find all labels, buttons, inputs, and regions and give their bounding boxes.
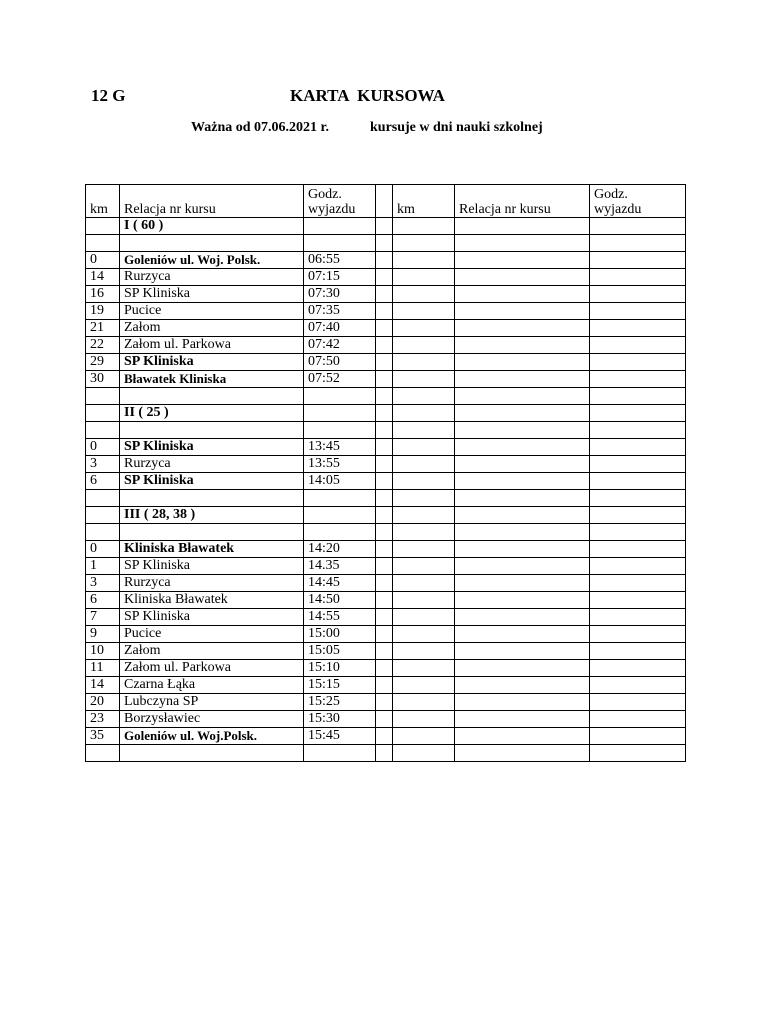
- stop-right-cell: [455, 660, 590, 677]
- table-row: [86, 218, 686, 235]
- stop-right-cell: [455, 286, 590, 303]
- km-cell: 1: [86, 558, 120, 575]
- stop-cell: Rurzyca: [120, 575, 304, 592]
- table-row: [86, 235, 686, 252]
- valid-from-text: Ważna od 07.06.2021 r.: [191, 120, 329, 135]
- stop-cell: Borzysławiec: [120, 711, 304, 728]
- km-cell: 23: [86, 711, 120, 728]
- time-right-cell: [590, 388, 686, 405]
- spacer-cell: [376, 388, 393, 405]
- header-relation: Relacja nr kursu: [120, 185, 304, 218]
- km-right-cell: [393, 677, 455, 694]
- time-cell: 07:35: [304, 303, 376, 320]
- table-row: [86, 456, 686, 473]
- km-cell: 10: [86, 643, 120, 660]
- time-cell: [304, 388, 376, 405]
- table-row: [86, 286, 686, 303]
- stop-cell: Rurzyca: [120, 269, 304, 286]
- km-cell: 3: [86, 456, 120, 473]
- km-right-cell: [393, 252, 455, 269]
- km-right-cell: [393, 507, 455, 524]
- time-cell: [304, 490, 376, 507]
- km-right-cell: [393, 711, 455, 728]
- time-cell: 14:05: [304, 473, 376, 490]
- km-cell: 20: [86, 694, 120, 711]
- km-right-cell: [393, 728, 455, 745]
- time-cell: 06:55: [304, 252, 376, 269]
- table-row: [86, 592, 686, 609]
- time-cell: [304, 422, 376, 439]
- stop-right-cell: [455, 269, 590, 286]
- table-row: [86, 388, 686, 405]
- spacer-cell: [376, 643, 393, 660]
- km-cell: 16: [86, 286, 120, 303]
- stop-cell: Załom ul. Parkowa: [120, 660, 304, 677]
- time-right-cell: [590, 490, 686, 507]
- time-right-cell: [590, 252, 686, 269]
- time-right-cell: [590, 473, 686, 490]
- stop-right-cell: [455, 745, 590, 762]
- km-right-cell: [393, 439, 455, 456]
- spacer-cell: [376, 524, 393, 541]
- km-right-cell: [393, 303, 455, 320]
- stop-right-cell: [455, 354, 590, 371]
- km-right-cell: [393, 456, 455, 473]
- time-right-cell: [590, 643, 686, 660]
- stop-cell: Załom: [120, 320, 304, 337]
- time-right-cell: [590, 218, 686, 235]
- header-departure-right: [590, 185, 686, 218]
- stop-right-cell: [455, 473, 590, 490]
- time-right-cell: [590, 524, 686, 541]
- stop-right-cell: [455, 388, 590, 405]
- time-cell: 15:25: [304, 694, 376, 711]
- timetable: [85, 184, 686, 762]
- time-right-cell: [590, 371, 686, 388]
- stop-right-cell: [455, 337, 590, 354]
- table-row: [86, 473, 686, 490]
- km-cell: [86, 507, 120, 524]
- stop-cell: Goleniów ul. Woj.Polsk.: [120, 728, 304, 745]
- stop-right-cell: [455, 405, 590, 422]
- km-right-cell: [393, 541, 455, 558]
- km-cell: 6: [86, 473, 120, 490]
- km-right-cell: [393, 626, 455, 643]
- stop-cell: Bławatek Kliniska: [120, 371, 304, 388]
- time-right-cell: [590, 320, 686, 337]
- time-cell: 14:50: [304, 592, 376, 609]
- time-cell: 15:00: [304, 626, 376, 643]
- table-row: [86, 269, 686, 286]
- km-right-cell: [393, 320, 455, 337]
- time-right-cell: [590, 745, 686, 762]
- spacer-cell: [376, 252, 393, 269]
- km-cell: 11: [86, 660, 120, 677]
- header-km: km: [86, 185, 120, 218]
- table-row: [86, 694, 686, 711]
- time-right-cell: [590, 286, 686, 303]
- km-cell: 30: [86, 371, 120, 388]
- km-cell: 21: [86, 320, 120, 337]
- stop-cell: SP Kliniska: [120, 439, 304, 456]
- time-right-cell: [590, 558, 686, 575]
- table-row: [86, 524, 686, 541]
- time-right-cell: [590, 711, 686, 728]
- km-cell: 29: [86, 354, 120, 371]
- stop-right-cell: [455, 218, 590, 235]
- stop-right-cell: [455, 609, 590, 626]
- stop-right-cell: [455, 422, 590, 439]
- table-row: [86, 337, 686, 354]
- spacer-cell: [376, 490, 393, 507]
- km-right-cell: [393, 218, 455, 235]
- km-right-cell: [393, 269, 455, 286]
- header-departure-right-line2: wyjazdu: [594, 202, 642, 217]
- km-right-cell: [393, 609, 455, 626]
- km-cell: 3: [86, 575, 120, 592]
- table-row: [86, 303, 686, 320]
- spacer-cell: [376, 473, 393, 490]
- header-departure-line2: wyjazdu: [308, 202, 356, 217]
- document-title: KARTA KURSOWA: [290, 86, 445, 105]
- km-cell: [86, 388, 120, 405]
- spacer-cell: [376, 609, 393, 626]
- km-cell: 7: [86, 609, 120, 626]
- time-right-cell: [590, 609, 686, 626]
- spacer-cell: [376, 507, 393, 524]
- km-cell: 0: [86, 252, 120, 269]
- time-right-cell: [590, 694, 686, 711]
- time-cell: 07:52: [304, 371, 376, 388]
- time-cell: [304, 235, 376, 252]
- km-right-cell: [393, 643, 455, 660]
- km-cell: [86, 524, 120, 541]
- spacer-cell: [376, 371, 393, 388]
- stop-right-cell: [455, 677, 590, 694]
- table-row: [86, 558, 686, 575]
- km-cell: 9: [86, 626, 120, 643]
- table-row: [86, 507, 686, 524]
- table-row: [86, 320, 686, 337]
- spacer-cell: [376, 439, 393, 456]
- spacer-cell: [376, 592, 393, 609]
- stop-cell: [120, 388, 304, 405]
- time-right-cell: [590, 507, 686, 524]
- spacer-cell: [376, 218, 393, 235]
- time-right-cell: [590, 660, 686, 677]
- km-right-cell: [393, 473, 455, 490]
- spacer-cell: [376, 303, 393, 320]
- spacer-cell: [376, 422, 393, 439]
- stop-right-cell: [455, 711, 590, 728]
- spacer-cell: [376, 405, 393, 422]
- time-right-cell: [590, 269, 686, 286]
- time-right-cell: [590, 541, 686, 558]
- km-right-cell: [393, 592, 455, 609]
- stop-right-cell: [455, 252, 590, 269]
- time-right-cell: [590, 575, 686, 592]
- km-right-cell: [393, 337, 455, 354]
- km-cell: 0: [86, 541, 120, 558]
- spacer-cell: [376, 541, 393, 558]
- km-right-cell: [393, 235, 455, 252]
- time-cell: 14:45: [304, 575, 376, 592]
- time-cell: 13:55: [304, 456, 376, 473]
- table-row: [86, 609, 686, 626]
- time-cell: [304, 745, 376, 762]
- table-row: [86, 745, 686, 762]
- time-cell: 07:50: [304, 354, 376, 371]
- time-right-cell: [590, 626, 686, 643]
- spacer-cell: [376, 626, 393, 643]
- km-right-cell: [393, 490, 455, 507]
- time-cell: 14:55: [304, 609, 376, 626]
- stop-cell: Czarna Łąka: [120, 677, 304, 694]
- spacer-cell: [376, 354, 393, 371]
- km-cell: 14: [86, 269, 120, 286]
- stop-right-cell: [455, 507, 590, 524]
- header-relation-right: Relacja nr kursu: [455, 185, 590, 218]
- stop-cell: Rurzyca: [120, 456, 304, 473]
- spacer-cell: [376, 456, 393, 473]
- table-row: [86, 643, 686, 660]
- time-cell: 15:05: [304, 643, 376, 660]
- time-cell: [304, 218, 376, 235]
- stop-right-cell: [455, 694, 590, 711]
- time-cell: 15:10: [304, 660, 376, 677]
- time-cell: 07:30: [304, 286, 376, 303]
- stop-cell: III ( 28, 38 ): [120, 507, 304, 524]
- time-cell: 13:45: [304, 439, 376, 456]
- stop-cell: Goleniów ul. Woj. Polsk.: [120, 252, 304, 269]
- stop-cell: SP Kliniska: [120, 286, 304, 303]
- header-departure: [304, 185, 376, 218]
- stop-cell: Załom: [120, 643, 304, 660]
- stop-right-cell: [455, 439, 590, 456]
- table-row: [86, 711, 686, 728]
- stop-right-cell: [455, 303, 590, 320]
- time-cell: 15:15: [304, 677, 376, 694]
- km-right-cell: [393, 388, 455, 405]
- time-right-cell: [590, 337, 686, 354]
- stop-right-cell: [455, 558, 590, 575]
- spacer-cell: [376, 745, 393, 762]
- time-cell: 14:20: [304, 541, 376, 558]
- time-right-cell: [590, 677, 686, 694]
- stop-cell: [120, 422, 304, 439]
- stop-cell: [120, 745, 304, 762]
- km-right-cell: [393, 405, 455, 422]
- spacer-cell: [376, 558, 393, 575]
- spacer-cell: [376, 320, 393, 337]
- km-right-cell: [393, 371, 455, 388]
- km-cell: [86, 235, 120, 252]
- km-right-cell: [393, 422, 455, 439]
- km-right-cell: [393, 745, 455, 762]
- stop-right-cell: [455, 456, 590, 473]
- spacer-cell: [376, 677, 393, 694]
- km-right-cell: [393, 694, 455, 711]
- stop-cell: [120, 490, 304, 507]
- stop-right-cell: [455, 592, 590, 609]
- stop-cell: [120, 524, 304, 541]
- spacer-cell: [376, 286, 393, 303]
- stop-cell: II ( 25 ): [120, 405, 304, 422]
- spacer-cell: [376, 575, 393, 592]
- spacer-cell: [376, 337, 393, 354]
- time-right-cell: [590, 235, 686, 252]
- table-row: [86, 728, 686, 745]
- time-cell: [304, 405, 376, 422]
- spacer-cell: [376, 235, 393, 252]
- stop-right-cell: [455, 643, 590, 660]
- km-cell: 0: [86, 439, 120, 456]
- table-row: [86, 660, 686, 677]
- table-row: [86, 405, 686, 422]
- table-row: [86, 677, 686, 694]
- time-cell: 14.35: [304, 558, 376, 575]
- stop-cell: SP Kliniska: [120, 354, 304, 371]
- km-cell: [86, 218, 120, 235]
- km-cell: 6: [86, 592, 120, 609]
- table-row: [86, 541, 686, 558]
- table-row: [86, 626, 686, 643]
- spacer-cell: [376, 269, 393, 286]
- table-row: [86, 252, 686, 269]
- spacer-cell: [376, 660, 393, 677]
- stop-cell: Lubczyna SP: [120, 694, 304, 711]
- stop-right-cell: [455, 235, 590, 252]
- stop-cell: [120, 235, 304, 252]
- km-cell: 14: [86, 677, 120, 694]
- header-departure-right-line1: Godz.: [594, 187, 628, 202]
- table-row: [86, 422, 686, 439]
- stop-right-cell: [455, 320, 590, 337]
- time-cell: 15:45: [304, 728, 376, 745]
- km-cell: [86, 422, 120, 439]
- table-row: [86, 371, 686, 388]
- stop-right-cell: [455, 541, 590, 558]
- route-code: 12 G: [91, 86, 126, 105]
- stop-cell: Kliniska Bławatek: [120, 541, 304, 558]
- stop-right-cell: [455, 728, 590, 745]
- time-right-cell: [590, 303, 686, 320]
- time-right-cell: [590, 439, 686, 456]
- spacer-cell: [376, 694, 393, 711]
- stop-right-cell: [455, 626, 590, 643]
- stop-cell: I ( 60 ): [120, 218, 304, 235]
- km-cell: [86, 490, 120, 507]
- stop-cell: SP Kliniska: [120, 558, 304, 575]
- time-cell: [304, 507, 376, 524]
- time-right-cell: [590, 592, 686, 609]
- stop-cell: Pucice: [120, 303, 304, 320]
- time-cell: [304, 524, 376, 541]
- km-cell: [86, 405, 120, 422]
- stop-right-cell: [455, 371, 590, 388]
- spacer-cell: [376, 728, 393, 745]
- stop-cell: SP Kliniska: [120, 473, 304, 490]
- km-cell: [86, 745, 120, 762]
- time-right-cell: [590, 456, 686, 473]
- time-right-cell: [590, 728, 686, 745]
- km-right-cell: [393, 354, 455, 371]
- time-cell: 07:42: [304, 337, 376, 354]
- time-right-cell: [590, 405, 686, 422]
- km-cell: 35: [86, 728, 120, 745]
- km-right-cell: [393, 524, 455, 541]
- km-right-cell: [393, 660, 455, 677]
- stop-cell: Załom ul. Parkowa: [120, 337, 304, 354]
- time-right-cell: [590, 354, 686, 371]
- stop-right-cell: [455, 575, 590, 592]
- table-header-row: [86, 185, 686, 218]
- table-row: [86, 354, 686, 371]
- header-km-right: km: [393, 185, 455, 218]
- stop-right-cell: [455, 490, 590, 507]
- stop-right-cell: [455, 524, 590, 541]
- km-cell: 22: [86, 337, 120, 354]
- spacer-cell: [376, 185, 393, 218]
- table-row: [86, 439, 686, 456]
- stop-cell: Kliniska Bławatek: [120, 592, 304, 609]
- header-departure-line1: Godz.: [308, 187, 342, 202]
- time-cell: 07:40: [304, 320, 376, 337]
- stop-cell: SP Kliniska: [120, 609, 304, 626]
- spacer-cell: [376, 711, 393, 728]
- km-cell: 19: [86, 303, 120, 320]
- time-right-cell: [590, 422, 686, 439]
- km-right-cell: [393, 575, 455, 592]
- stop-cell: Pucice: [120, 626, 304, 643]
- service-days-text: kursuje w dni nauki szkolnej: [370, 120, 543, 135]
- table-row: [86, 575, 686, 592]
- table-row: [86, 490, 686, 507]
- km-right-cell: [393, 286, 455, 303]
- time-cell: 07:15: [304, 269, 376, 286]
- time-cell: 15:30: [304, 711, 376, 728]
- km-right-cell: [393, 558, 455, 575]
